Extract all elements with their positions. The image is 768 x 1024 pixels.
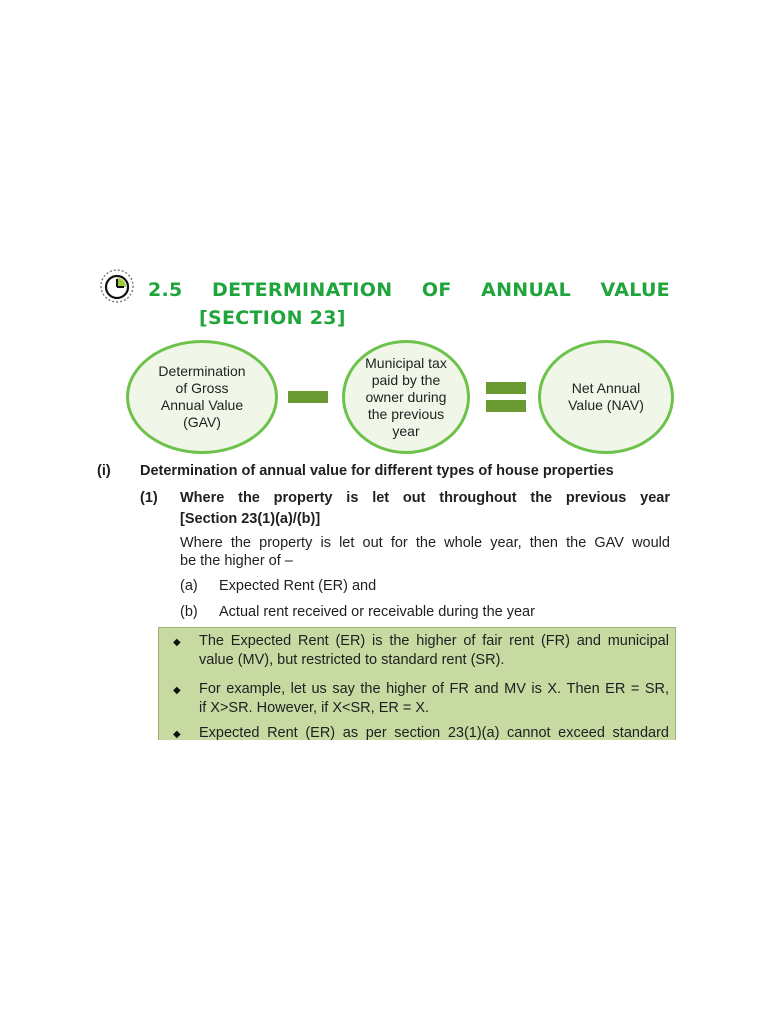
note-word: and bbox=[474, 681, 499, 697]
equals-operator-bottom bbox=[486, 400, 526, 412]
paragraph-word: GAV bbox=[594, 535, 624, 551]
note-word: the bbox=[360, 681, 381, 697]
option-b-label: (b) bbox=[180, 604, 198, 620]
note-word: section bbox=[394, 725, 441, 740]
section-heading-line2: [SECTION 23] bbox=[199, 307, 346, 329]
note-word: fair bbox=[482, 633, 503, 649]
municipal-tax-circle bbox=[342, 340, 470, 454]
note-word: of bbox=[463, 633, 476, 649]
item-label: (1) bbox=[140, 490, 158, 506]
subsection-title: Determination of annual value for different types of house properties bbox=[140, 463, 614, 479]
item-title-word: throughout bbox=[439, 490, 517, 506]
note-word: ER bbox=[605, 681, 626, 697]
note-word: is bbox=[531, 681, 542, 697]
note-word: us bbox=[311, 681, 327, 697]
heading-word: VALUE bbox=[600, 279, 670, 301]
clock-icon bbox=[99, 268, 135, 304]
paragraph-word: let bbox=[339, 535, 355, 551]
item-title-word: out bbox=[402, 490, 426, 506]
note-word: MV bbox=[504, 681, 526, 697]
note-word: Then bbox=[566, 681, 600, 697]
diamond-bullet-icon: ◆ bbox=[173, 637, 181, 648]
note-word: higher bbox=[386, 681, 427, 697]
heading-word: DETERMINATION bbox=[212, 279, 393, 301]
heading-word: 2.5 bbox=[148, 279, 183, 301]
item-title-word: let bbox=[372, 490, 390, 506]
paragraph-word: would bbox=[632, 535, 670, 551]
note-word: The bbox=[199, 633, 224, 649]
nav-text-line: Net Annual bbox=[571, 380, 641, 396]
note-word: rent bbox=[509, 633, 535, 649]
diamond-bullet-icon: ◆ bbox=[173, 729, 181, 740]
nav-circle bbox=[538, 340, 674, 454]
note-word: exceed bbox=[558, 725, 605, 740]
diamond-bullet-icon: ◆ bbox=[173, 685, 181, 696]
gav-text-line: of Gross bbox=[175, 380, 229, 396]
gav-text-line: (GAV) bbox=[183, 414, 221, 430]
item-title-word: previous bbox=[565, 490, 627, 506]
item-title bbox=[180, 490, 670, 506]
municipal-tax-text-line: paid by the bbox=[371, 371, 441, 388]
note-word: the bbox=[389, 633, 410, 649]
note-1-line1 bbox=[199, 632, 669, 651]
subsection-label: (i) bbox=[97, 463, 111, 479]
paragraph-word: then bbox=[529, 535, 558, 551]
item-title-line2: [Section 23(1)(a)/(b)] bbox=[180, 511, 321, 527]
note-word: Expected bbox=[230, 633, 292, 649]
heading-word: OF bbox=[421, 279, 452, 301]
note-word: = bbox=[630, 681, 640, 697]
note-word: For bbox=[199, 681, 221, 697]
heading-word: ANNUAL bbox=[481, 279, 572, 301]
item-title-word: the bbox=[238, 490, 260, 506]
note-word: municipal bbox=[607, 633, 669, 649]
paragraph-word: for bbox=[390, 535, 408, 551]
item-title-word: is bbox=[346, 490, 359, 506]
note-word: let bbox=[290, 681, 306, 697]
item-title-word: year bbox=[640, 490, 670, 506]
note-word: Expected bbox=[199, 725, 260, 740]
note-word: cannot bbox=[507, 725, 551, 740]
item-title-word: the bbox=[530, 490, 553, 506]
municipal-tax-text-line: year bbox=[392, 422, 420, 439]
note-word: standard bbox=[612, 725, 669, 740]
note-word: higher bbox=[416, 633, 457, 649]
paragraph-word: year, bbox=[490, 535, 522, 551]
item-paragraph bbox=[180, 535, 670, 551]
item-title-word: Where bbox=[180, 490, 225, 506]
note-word: of bbox=[431, 681, 445, 697]
note-word: (FR) bbox=[540, 633, 570, 649]
note-word: SR, bbox=[644, 681, 669, 697]
item-paragraph-line2: be the higher of – bbox=[180, 553, 293, 569]
gav-text-line: Determination bbox=[158, 363, 246, 379]
nav-text bbox=[568, 380, 644, 414]
note-word: 23(1)(a) bbox=[447, 725, 500, 740]
paragraph-word: the bbox=[415, 535, 437, 551]
gav-text-line: Annual Value bbox=[160, 397, 244, 413]
paragraph-word: is bbox=[320, 535, 331, 551]
paragraph-word: property bbox=[259, 535, 313, 551]
option-a-text: Expected Rent (ER) and bbox=[219, 578, 377, 594]
municipal-tax-text-line: owner during bbox=[365, 388, 447, 405]
note-2-line1 bbox=[199, 680, 669, 699]
note-word: (ER) bbox=[335, 633, 366, 649]
gav-text bbox=[158, 363, 245, 431]
notes-box bbox=[158, 627, 676, 740]
note-word: and bbox=[576, 633, 601, 649]
paragraph-word: out bbox=[362, 535, 383, 551]
option-a-label: (a) bbox=[180, 578, 198, 594]
section-heading bbox=[148, 279, 670, 301]
note-word: is bbox=[372, 633, 383, 649]
item-title-word: property bbox=[273, 490, 333, 506]
note-word: FR bbox=[449, 681, 469, 697]
note-word: Rent bbox=[267, 725, 298, 740]
municipal-tax-text-line: Municipal tax bbox=[365, 354, 447, 371]
paragraph-word: the bbox=[230, 535, 252, 551]
note-3-line1 bbox=[199, 724, 669, 740]
municipal-tax-text-line: the previous bbox=[367, 405, 445, 422]
equals-operator-top bbox=[486, 382, 526, 394]
note-word: Rent bbox=[298, 633, 329, 649]
paragraph-word: the bbox=[566, 535, 587, 551]
option-b-text: Actual rent received or receivable during the year bbox=[219, 604, 535, 620]
note-word: example, bbox=[226, 681, 286, 697]
note-2-line2: if X>SR. However, if X<SR, ER = X. bbox=[199, 700, 430, 716]
paragraph-word: whole bbox=[444, 535, 483, 551]
note-word: X. bbox=[547, 681, 562, 697]
minus-operator bbox=[288, 391, 328, 403]
note-1-line2: value (MV), but restricted to standard rent (SR). bbox=[199, 652, 505, 668]
nav-text-line: Value (NAV) bbox=[568, 397, 644, 413]
paragraph-word: Where bbox=[180, 535, 223, 551]
note-word: per bbox=[365, 725, 387, 740]
note-word: say bbox=[332, 681, 355, 697]
municipal-tax-text bbox=[365, 355, 447, 440]
gav-circle bbox=[126, 340, 278, 454]
note-word: as bbox=[342, 725, 359, 740]
note-word: (ER) bbox=[305, 725, 336, 740]
